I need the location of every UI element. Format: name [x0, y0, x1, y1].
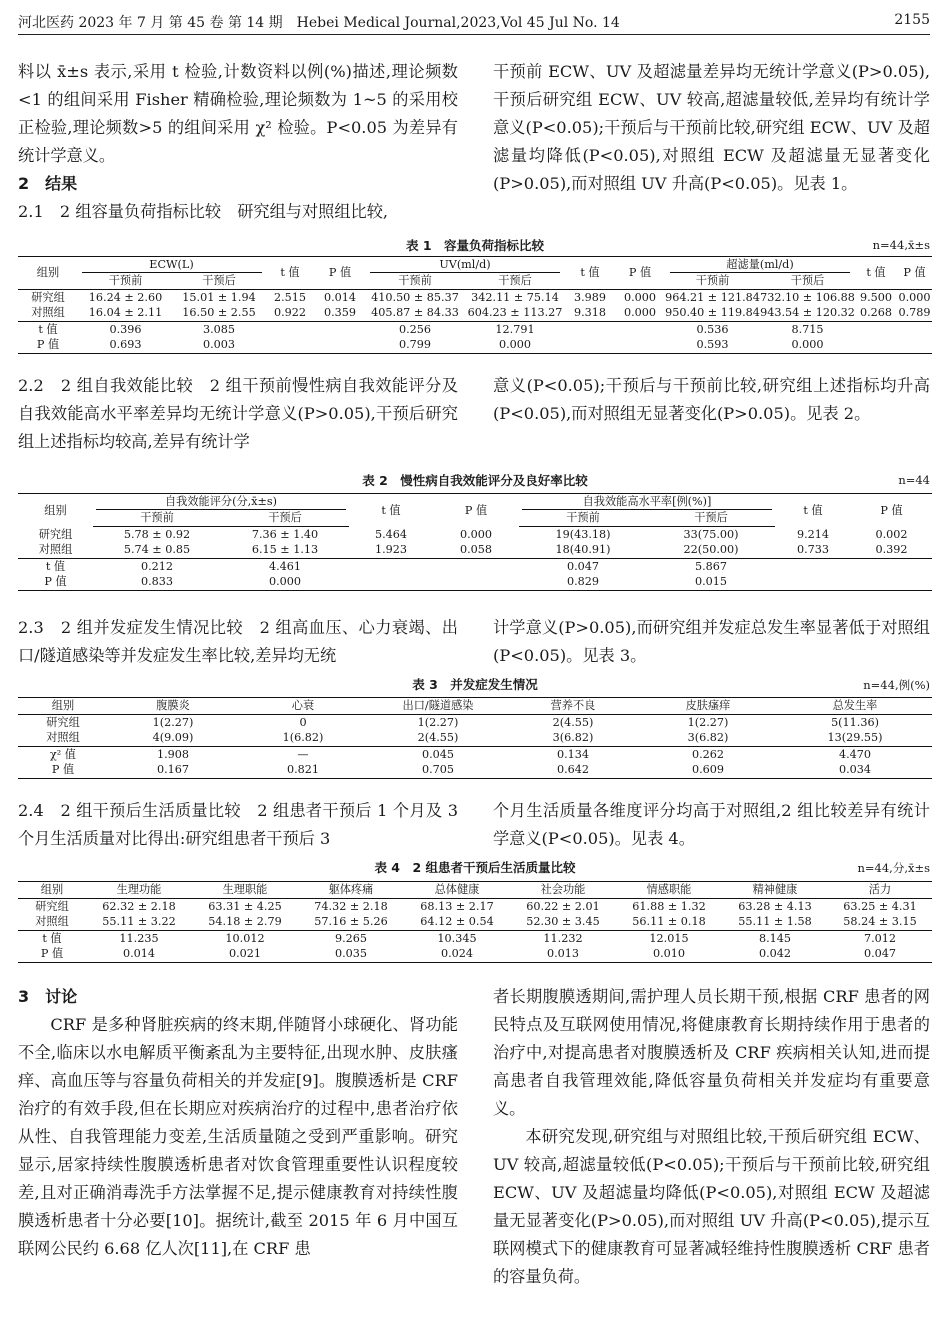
t4-cell: 8.145 — [722, 930, 828, 946]
top-left-column — [18, 58, 458, 226]
t4-cell: 研究组 — [35, 899, 69, 913]
t4-cell: 0.013 — [546, 947, 580, 961]
table3-caption: 表 3 并发症发生情况 — [412, 677, 538, 692]
t1-cell: 8.715 — [760, 321, 855, 337]
t3-cell: χ² 值 — [18, 746, 108, 762]
t2-row — [18, 526, 932, 542]
t2-h-post2: 干预后 — [647, 510, 775, 526]
t1-cell: 3.085 — [173, 321, 265, 337]
t1-row — [18, 337, 932, 353]
t4-cell: 0.010 — [652, 947, 686, 961]
t1-cell: 16.50 ± 2.55 — [182, 306, 256, 320]
t2-cell — [851, 574, 932, 590]
t4-cell: 55.11 ± 1.58 — [738, 915, 812, 929]
t4-cell: 9.265 — [298, 930, 404, 946]
t2-cell — [433, 574, 519, 590]
t3-cell: 1(2.27) — [687, 715, 729, 729]
t1-cell: 0.922 — [273, 306, 307, 320]
t1-cell: 研究组 — [31, 290, 65, 304]
t1-cell: 405.87 ± 84.33 — [371, 306, 459, 320]
t1-cell — [855, 337, 897, 353]
t1-row — [18, 321, 932, 337]
section-2-1-start: 2.1 2 组容量负荷指标比较 研究组与对照组比较, — [18, 202, 389, 221]
t2-cell: 0.392 — [875, 543, 908, 557]
t4-cell: 0.014 — [122, 947, 156, 961]
t1-cell: 0.789 — [898, 306, 931, 320]
t4-header-cell: 精神健康 — [722, 882, 828, 899]
t1-cell: 950.40 ± 119.84 — [665, 306, 760, 320]
t3-header-cell: 皮肤瘙痒 — [638, 698, 778, 715]
t1-h-pre: 干预前 — [78, 273, 173, 289]
t4-cell: 0.042 — [758, 947, 792, 961]
t1-cell: 0.396 — [78, 321, 173, 337]
t1-cell: P 值 — [36, 338, 60, 352]
t2-cell: 对照组 — [38, 543, 73, 557]
t1-cell — [897, 321, 932, 337]
t3-cell: 0 — [299, 715, 307, 729]
t4-cell: 对照组 — [35, 915, 69, 929]
t4-row — [18, 914, 932, 930]
page-number: 2155 — [894, 12, 930, 28]
discussion-paragraph-1-cont: 者长期腹膜透期间,需护理人员长期干预,根据 CRF 患者的网民特点及互联网使用情况,将健康教育长期持续作用于患者的治疗中,对提高患者对腹膜透析及 CRF 疾病相关认知,进而提高患者自我管理效能,降低容量负荷相关并发症均有重要意义。 — [493, 987, 930, 1118]
t4-cell: 63.31 ± 4.25 — [208, 899, 282, 913]
t2-cell — [349, 558, 433, 574]
t4-cell: 58.24 ± 3.15 — [843, 915, 917, 929]
t1-cell — [897, 337, 932, 353]
table4-note: n=44,分,x̄±s — [857, 861, 930, 875]
t1-cell: 0.256 — [365, 321, 465, 337]
t3-cell: 1(2.27) — [152, 715, 194, 729]
t2-h-t2: t 值 — [803, 503, 823, 517]
t2-cell: 0.000 — [268, 575, 302, 589]
t2-h-p2: P 值 — [880, 503, 903, 517]
t2-h-pre2: 干预前 — [519, 510, 647, 526]
t1-cell — [265, 321, 315, 337]
table4 — [18, 881, 932, 963]
section-2-4-right — [493, 797, 930, 853]
t2-cell: 0.212 — [93, 558, 221, 574]
table3-note: n=44,例(%) — [863, 678, 930, 692]
table1 — [18, 256, 932, 354]
t1-cell — [265, 337, 315, 353]
t4-cell: 52.30 ± 3.45 — [526, 915, 600, 929]
t3-cell: 13(29.55) — [827, 731, 883, 745]
t2-cell: 0.733 — [796, 543, 830, 557]
t2-cell: 0.058 — [459, 543, 493, 557]
t2-h-t: t 值 — [381, 503, 401, 517]
t2-row — [18, 542, 932, 558]
t3-cell: 4(9.09) — [152, 731, 194, 745]
t2-cell: 5.78 ± 0.92 — [123, 527, 191, 541]
t1-h-t3: t 值 — [866, 266, 886, 280]
t4-cell: 0.047 — [863, 947, 897, 961]
t2-cell: 1.923 — [374, 543, 408, 557]
t2-cell: 0.002 — [875, 527, 908, 541]
t2-cell: 研究组 — [38, 527, 73, 541]
methods-paragraph: 料以 x̄±s 表示,采用 t 检验,计数资料以例(%)描述,理论频数<1 的组间采用 Fisher 精确检验,理论频数为 1~5 的采用校正检验,理论频数>5 的组间采用 χ² 检验。P<0.05 为差异有统计学意义。 — [18, 62, 458, 165]
t1-cell: 0.359 — [323, 306, 357, 320]
t3-cell: 对照组 — [46, 731, 80, 745]
t2-cell: 5.867 — [647, 558, 775, 574]
t2-h-rate: 自我效能高水平率[例(%)] — [522, 494, 772, 510]
table4-caption: 表 4 2 组患者干预后生活质量比较 — [374, 860, 576, 875]
t2-cell: 4.461 — [221, 558, 349, 574]
t1-cell: 0.000 — [623, 306, 657, 320]
t4-cell: 11.232 — [510, 930, 616, 946]
t3-header-cell: 总发生率 — [778, 698, 932, 715]
t1-cell: 342.11 ± 75.14 — [471, 290, 559, 304]
t3-cell: 0.609 — [691, 763, 725, 777]
t3-header-row — [18, 698, 932, 715]
results-heading: 2 结果 — [18, 174, 78, 193]
t3-cell: 1(2.27) — [417, 715, 459, 729]
t3-header-cell: 组别 — [18, 698, 108, 715]
section-2-4-cont: 个月生活质量各维度评分均高于对照组,2 组比较差异有统计学意义(P<0.05)。见表 4。 — [493, 801, 930, 848]
t3-cell: 0.034 — [838, 763, 872, 777]
t4-cell: 61.88 ± 1.32 — [632, 899, 706, 913]
t4-header-cell: 总体健康 — [404, 882, 510, 899]
t1-h-p: P 值 — [328, 266, 352, 280]
t4-cell: P 值 — [40, 947, 64, 961]
t3-cell: 2(4.55) — [552, 715, 594, 729]
discussion-left — [18, 983, 458, 1263]
t1-cell: 16.04 ± 2.11 — [88, 306, 163, 320]
t2-cell: P 值 — [44, 575, 67, 589]
t3-cell: 5(11.36) — [831, 715, 879, 729]
table2-caption: 表 2 慢性病自我效能评分及良好率比较 — [362, 473, 588, 488]
t4-header-row — [18, 882, 932, 899]
t3-cell: 0.167 — [156, 763, 190, 777]
t2-cell: 0.000 — [459, 527, 493, 541]
t3-cell: 0.262 — [638, 746, 778, 762]
t4-cell: 10.012 — [192, 930, 298, 946]
t2-cell: 0.833 — [140, 575, 174, 589]
t1-h-ecw: ECW(L) — [82, 257, 262, 273]
t2-cell: 7.36 ± 1.40 — [251, 527, 319, 541]
t1-h-post: 干预后 — [173, 273, 265, 289]
t1-h-post2: 干预后 — [465, 273, 565, 289]
t1-cell: 943.54 ± 120.32 — [760, 306, 855, 320]
t4-cell: 12.015 — [616, 930, 722, 946]
t2-h-score: 自我效能评分(分,x̄±s) — [96, 494, 346, 510]
t3-header-cell: 营养不良 — [508, 698, 638, 715]
section-2-2-left — [18, 372, 458, 456]
t1-cell: 3.989 — [573, 290, 607, 304]
t1-cell: 2.515 — [273, 290, 307, 304]
discussion-paragraph-2: 本研究发现,研究组与对照组比较,干预后研究组 ECW、UV 较高,超滤量较低(P<0.05);干预后与干预前比较,研究组 ECW、UV 及超滤量均降低(P<0.05),对照组 ECW 及超滤量无显著变化(P>0.05),而对照组 UV 升高(P<0.05),提示互联网模式下的健康教育可显著减轻维持性腹膜透析 CRF 患者的容量负荷。 — [493, 1127, 930, 1286]
t4-cell: 63.28 ± 4.13 — [738, 899, 812, 913]
t3-row — [18, 746, 932, 762]
t4-cell: 56.11 ± 0.18 — [632, 915, 706, 929]
t1-cell: 0.536 — [665, 321, 760, 337]
t4-cell: 11.235 — [86, 930, 192, 946]
running-header — [18, 8, 930, 35]
section-2-2-cont: 意义(P<0.05);干预后与干预前比较,研究组上述指标均升高(P<0.05),而对照组无显著变化(P>0.05)。见表 2。 — [493, 376, 930, 423]
t1-cell: 0.268 — [859, 306, 893, 320]
journal-info: 河北医药 2023 年 7 月 第 45 卷 第 14 期 Hebei Medical Journal,2023,Vol 45 Jul No. 14 — [18, 15, 620, 31]
t1-h-post3: 干预后 — [760, 273, 855, 289]
t4-row — [18, 930, 932, 946]
t1-cell: 604.23 ± 113.27 — [467, 306, 563, 320]
t4-header-cell: 社会功能 — [510, 882, 616, 899]
t3-cell: 0.134 — [508, 746, 638, 762]
section-2-3-cont: 计学意义(P>0.05),而研究组并发症总发生率显著低于对照组(P<0.05)。见表 3。 — [493, 618, 930, 665]
t1-row — [18, 289, 932, 305]
table2 — [18, 493, 932, 591]
section-2-1-text: 干预前 ECW、UV 及超滤量差异均无统计学意义(P>0.05),干预后研究组 ECW、UV 较高,超滤量较低,差异均有统计学意义(P<0.05);干预后与干预前比较,研究组 ECW、UV 及超滤量均降低(P<0.05),对照组 ECW 及超滤量无显著变化(P>0.05),而对照组 UV 升高(P<0.05)。见表 1。 — [493, 62, 930, 193]
t3-cell: 0.705 — [421, 763, 455, 777]
t1-cell: 9.500 — [859, 290, 893, 304]
t3-row — [18, 730, 932, 746]
t1-cell — [615, 321, 665, 337]
t2-cell: 5.74 ± 0.85 — [123, 543, 191, 557]
t1-cell: 0.000 — [791, 338, 824, 352]
t2-cell: 6.15 ± 1.13 — [251, 543, 319, 557]
t1-cell: 16.24 ± 2.60 — [88, 290, 163, 304]
t4-cell: 57.16 ± 5.26 — [314, 915, 388, 929]
t3-cell: 0.821 — [286, 763, 320, 777]
t3-header-cell: 腹膜炎 — [108, 698, 238, 715]
t1-cell: 0.000 — [623, 290, 657, 304]
t3-cell: — — [238, 746, 368, 762]
t1-cell — [855, 321, 897, 337]
discussion-heading: 3 讨论 — [18, 987, 78, 1006]
t2-cell: 0.829 — [566, 575, 600, 589]
top-right-column — [493, 58, 930, 198]
t1-h-uf: 超滤量(ml/d) — [670, 257, 850, 273]
t3-cell: 3(6.82) — [552, 731, 594, 745]
t2-cell: 9.214 — [796, 527, 830, 541]
t1-cell — [315, 321, 365, 337]
t4-cell: 0.024 — [440, 947, 474, 961]
t4-cell: 63.25 ± 4.31 — [843, 899, 917, 913]
t3-cell: 研究组 — [46, 715, 80, 729]
t4-header-cell: 活力 — [828, 882, 932, 899]
t3-cell: 0.045 — [368, 746, 508, 762]
t2-cell: 33(75.00) — [683, 527, 739, 541]
t1-cell: 12.791 — [465, 321, 565, 337]
section-2-3-right — [493, 614, 930, 670]
t3-cell: 3(6.82) — [687, 731, 729, 745]
t1-cell: 0.693 — [109, 338, 142, 352]
t1-cell: 0.003 — [202, 338, 236, 352]
t4-cell: 55.11 ± 3.22 — [102, 915, 176, 929]
t3-cell: P 值 — [51, 763, 75, 777]
t1-h-pre2: 干预前 — [365, 273, 465, 289]
t3-cell: 2(4.55) — [417, 731, 459, 745]
t1-h-t2: t 值 — [580, 266, 600, 280]
t1-cell: 0.000 — [498, 338, 532, 352]
section-2-4-left — [18, 797, 458, 853]
section-2-3-left — [18, 614, 458, 670]
t3-row — [18, 762, 932, 778]
t4-cell: 10.345 — [404, 930, 510, 946]
t1-cell: 15.01 ± 1.94 — [182, 290, 256, 304]
t2-h-post: 干预后 — [221, 510, 349, 526]
t2-cell: 0.047 — [519, 558, 647, 574]
t1-h-p3: P 值 — [903, 266, 926, 280]
t3-row — [18, 714, 932, 730]
t1-cell: t 值 — [18, 321, 78, 337]
t1-cell: 0.014 — [323, 290, 357, 304]
t1-cell: 732.10 ± 106.88 — [760, 290, 855, 304]
t3-header-cell: 心衰 — [238, 698, 368, 715]
t1-cell — [615, 337, 665, 353]
t1-cell — [565, 337, 615, 353]
t1-cell: 0.593 — [696, 338, 729, 352]
t3-cell: 4.470 — [778, 746, 932, 762]
t2-row — [18, 574, 932, 590]
t3-cell: 1(6.82) — [282, 731, 324, 745]
discussion-right — [493, 983, 930, 1291]
t4-row — [18, 946, 932, 962]
t2-cell — [851, 558, 932, 574]
t2-cell: 22(50.00) — [683, 543, 739, 557]
t3-header-cell: 出口/隧道感染 — [368, 698, 508, 715]
t4-cell: 7.012 — [828, 930, 932, 946]
t3-cell: 1.908 — [108, 746, 238, 762]
t4-header-cell: 组别 — [18, 882, 86, 899]
section-2-2-text: 2.2 2 组自我效能比较 2 组干预前慢性病自我效能评分及自我效能高水平率差异均无统计学意义(P>0.05),干预后研究组上述指标均较高,差异有统计学 — [18, 376, 458, 451]
t2-row — [18, 558, 932, 574]
t4-cell: 68.13 ± 2.17 — [420, 899, 494, 913]
t1-cell: 对照组 — [31, 306, 65, 320]
t1-cell — [565, 321, 615, 337]
t2-cell — [775, 574, 851, 590]
section-2-2-right — [493, 372, 930, 428]
t2-cell: 0.015 — [694, 575, 728, 589]
t1-cell: 410.50 ± 85.37 — [371, 290, 459, 304]
t4-cell: 64.12 ± 0.54 — [420, 915, 494, 929]
t2-h-p: P 值 — [464, 503, 488, 517]
t4-header-cell: 躯体疼痛 — [298, 882, 404, 899]
t1-h-uv: UV(ml/d) — [370, 257, 560, 273]
t4-cell: 74.32 ± 2.18 — [314, 899, 388, 913]
t4-cell: 60.22 ± 2.01 — [526, 899, 600, 913]
t2-cell: t 值 — [18, 558, 93, 574]
t4-row — [18, 898, 932, 914]
t1-cell: 9.318 — [573, 306, 607, 320]
table2-note: n=44 — [898, 473, 930, 487]
t4-header-cell: 生理功能 — [86, 882, 192, 899]
section-2-3-text: 2.3 2 组并发症发生情况比较 2 组高血压、心力衰竭、出口/隧道感染等并发症发生率比较,差异均无统 — [18, 618, 458, 665]
section-2-4-text: 2.4 2 组干预后生活质量比较 2 组患者干预后 1 个月及 3 个月生活质量对比得出:研究组患者干预后 3 — [18, 801, 458, 848]
t1-cell: 0.799 — [398, 338, 432, 352]
t1-cell — [315, 337, 365, 353]
t4-cell: t 值 — [18, 930, 86, 946]
discussion-paragraph-1: CRF 是多种肾脏疾病的终末期,伴随肾小球硬化、肾功能不全,临床以水电解质平衡紊乱为主要特征,出现水肿、皮肤瘙痒、高血压等与容量负荷相关的并发症[9]。腹膜透析是 CRF 治疗的有效手段,但在长期应对疾病治疗的过程中,患者治疗依从性、自我管理能力变差,生活质量随之受到严重影响。研究显示,居家持续性腹膜透析患者对饮食管理重要性认识程度较差,且对正确消毒洗手方法掌握不足,提示健康教育对持续性腹膜透析患者十分必要[10]。据统计,截至 2015 年 6 月中国互联网公民约 6.68 亿人次[11],在 CRF 患 — [18, 1015, 458, 1258]
t3-cell: 0.642 — [556, 763, 590, 777]
t2-cell — [349, 574, 433, 590]
t1-h-pre3: 干预前 — [665, 273, 760, 289]
t2-cell: 5.464 — [374, 527, 408, 541]
t1-row — [18, 305, 932, 321]
t2-h-group: 组别 — [44, 503, 67, 517]
t1-h-p2: P 值 — [628, 266, 652, 280]
t4-cell: 0.021 — [228, 947, 262, 961]
t2-cell: 19(43.18) — [555, 527, 611, 541]
t4-cell: 54.18 ± 2.79 — [208, 915, 282, 929]
t4-header-cell: 生理职能 — [192, 882, 298, 899]
t2-h-pre: 干预前 — [93, 510, 221, 526]
table1-note: n=44,x̄±s — [872, 238, 930, 252]
t2-cell — [433, 558, 519, 574]
t4-header-cell: 情感职能 — [616, 882, 722, 899]
table1-caption: 表 1 容量负荷指标比较 — [405, 238, 545, 253]
t1-cell: 0.000 — [898, 290, 931, 304]
t2-cell: 18(40.91) — [555, 543, 611, 557]
t1-h-t: t 值 — [280, 266, 300, 280]
t4-cell: 62.32 ± 2.18 — [102, 899, 176, 913]
t1-h-group: 组别 — [36, 266, 60, 280]
t4-cell: 0.035 — [334, 947, 368, 961]
table3 — [18, 697, 932, 779]
t2-cell — [775, 558, 851, 574]
t1-cell: 964.21 ± 121.84 — [665, 290, 760, 304]
